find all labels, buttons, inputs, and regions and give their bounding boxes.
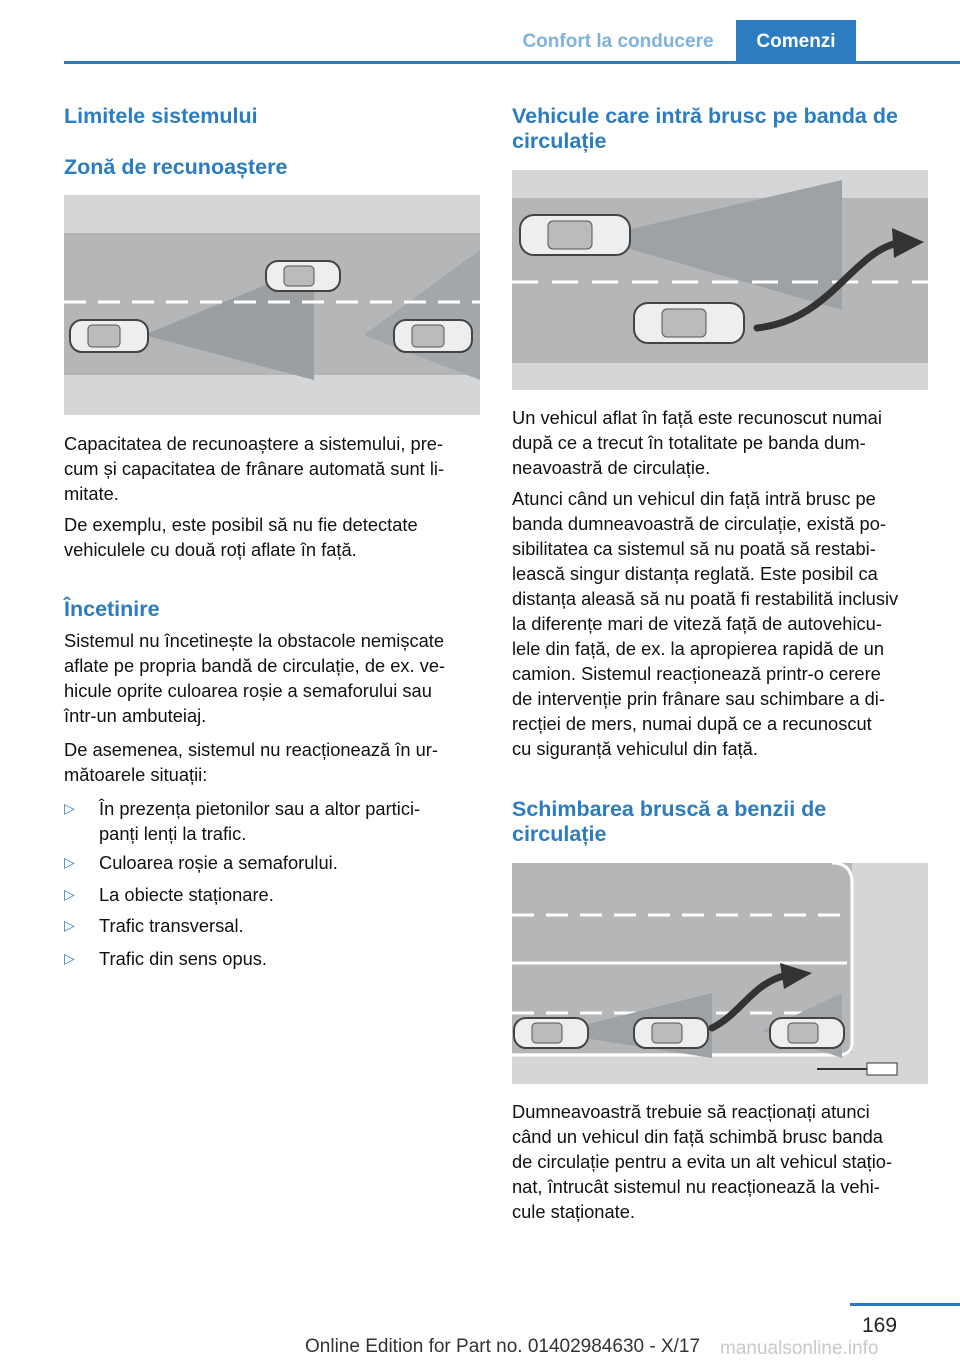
lanechange-text-5: cule staționate. xyxy=(512,1201,635,1222)
list-item-text: La obiecte staționare. xyxy=(99,884,274,905)
example-text-1: De exemplu, este posibil să nu fie detectate xyxy=(64,514,418,535)
cutin-text-6: sibilitatea ca sistemul să nu poată să restabi- xyxy=(512,538,876,559)
lanechange-text-4: nat, întrucât sistemul nu reacționează la vehi- xyxy=(512,1176,880,1197)
list-item-text: Culoarea roșie a semaforului. xyxy=(99,852,338,873)
cutin-illustration xyxy=(512,170,928,390)
example-text-2: vehiculele cu două roți aflate în față. xyxy=(64,539,357,560)
slowdown-text-2: aflate pe propria bandă de circulație, de ex. ve- xyxy=(64,655,446,676)
lanechange-text-3: de circulație pentru a evita un alt vehicul stațio- xyxy=(512,1151,893,1172)
list-item-text: În prezența pietonilor sau a altor partici- xyxy=(99,798,421,819)
cutin-text-4: Atunci când un vehicul din față intră brusc pe xyxy=(512,488,876,509)
lanechange-figure xyxy=(512,863,928,1084)
cutin-figure xyxy=(512,170,928,390)
list-item xyxy=(64,913,482,938)
cutin-text-10: lele din față, de ex. la apropierea rapidă de un xyxy=(512,638,884,659)
section-title: Limitele sistemului xyxy=(64,104,258,128)
cutin-text-14: cu siguranță vehiculul din față. xyxy=(512,738,758,759)
slowdown-heading: Încetinire xyxy=(64,597,160,621)
cutin-text-5: banda dumneavoastră de circulație, există po- xyxy=(512,513,886,534)
subsection-title: Zonă de recunoaștere xyxy=(64,155,288,179)
capability-text-3: mitate. xyxy=(64,483,119,504)
bullet-triangle-icon: ▷ xyxy=(64,854,75,870)
cutin-text-1: Un vehicul aflat în față este recunoscut numai xyxy=(512,407,882,428)
edition-text: Online Edition for Part no. 01402984630 - X/17 xyxy=(305,1336,701,1357)
list-item-text: Trafic transversal. xyxy=(99,915,244,936)
capability-text-1: Capacitatea de recunoaștere a sistemului, pre- xyxy=(64,433,444,454)
bullet-triangle-icon: ▷ xyxy=(64,917,75,933)
list-item-text: panți lenți la trafic. xyxy=(99,823,247,844)
list-item xyxy=(64,882,482,907)
cutin-text-3: neavoastră de circulație. xyxy=(512,457,711,478)
bullet-triangle-icon: ▷ xyxy=(64,886,75,902)
cutin-text-9: la diferențe mari de viteză față de autovehicu- xyxy=(512,613,882,634)
list-item xyxy=(64,946,482,971)
situations-intro-2: mătoarele situații: xyxy=(64,764,208,785)
lanechange-illustration xyxy=(512,863,928,1084)
lanechange-heading-1: Schimbarea bruscă a benzii de xyxy=(512,797,827,821)
header-section-tab: Confort la conducere xyxy=(522,31,714,52)
cutin-text-7: lească singur distanța reglată. Este posibil ca xyxy=(512,563,878,584)
situations-intro-1: De asemenea, sistemul nu reacționează în ur- xyxy=(64,739,438,760)
cutin-text-11: camion. Sistemul reacționează printr-o cerere xyxy=(512,663,881,684)
lanechange-heading-2: circulație xyxy=(512,822,607,846)
cutin-text-13: recției de mers, numai după ce a recunoscut xyxy=(512,713,872,734)
slowdown-text-4: într-un ambuteiaj. xyxy=(64,705,207,726)
list-item xyxy=(64,796,482,846)
lanechange-text-2: când un vehicul din față schimbă brusc banda xyxy=(512,1126,883,1147)
lanechange-text-1: Dumneavoastră trebuie să reacționați atunci xyxy=(512,1101,870,1122)
detection-zone-figure xyxy=(64,195,480,415)
cutin-heading-1: Vehicule care intră brusc pe banda de xyxy=(512,104,898,128)
list-item-text: Trafic din sens opus. xyxy=(99,948,267,969)
detection-zone-illustration xyxy=(64,195,480,415)
bullet-triangle-icon: ▷ xyxy=(64,950,75,966)
cutin-text-2: după ce a trecut în totalitate pe banda dum- xyxy=(512,432,866,453)
page-number: 169 xyxy=(862,1314,898,1337)
cutin-heading-2: circulație xyxy=(512,129,607,153)
slowdown-text-1: Sistemul nu încetinește la obstacole nemișcate xyxy=(64,630,445,651)
cutin-text-8: distanța aleasă să nu poată fi restabilită inclusiv xyxy=(512,588,899,609)
cutin-text-12: de intervenție prin frânare sau schimbare a di- xyxy=(512,688,885,709)
slowdown-text-3: hicule oprite culoarea roșie a semaforului sau xyxy=(64,680,432,701)
header-rule xyxy=(64,61,960,64)
bullet-triangle-icon: ▷ xyxy=(64,800,75,816)
watermark: manualsonline.info xyxy=(720,1338,879,1359)
header-chapter-tab: Comenzi xyxy=(736,20,856,61)
capability-text-2: cum și capacitatea de frânare automată sunt li- xyxy=(64,458,445,479)
list-item xyxy=(64,850,482,875)
footer-rule xyxy=(850,1303,960,1306)
